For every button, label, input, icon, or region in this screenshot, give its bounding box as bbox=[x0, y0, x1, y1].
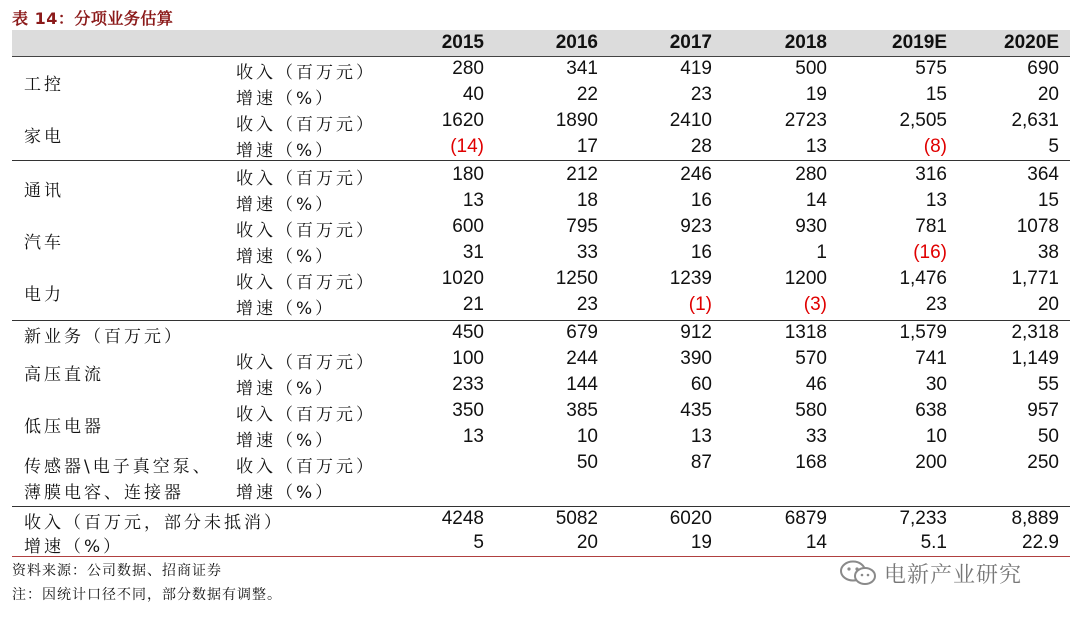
year-header: 2020E bbox=[1004, 32, 1059, 53]
table-cell: 233 bbox=[452, 374, 484, 395]
table-cell: 390 bbox=[680, 348, 712, 369]
row-category: 工控 bbox=[24, 75, 64, 95]
table-cell: 13 bbox=[805, 136, 827, 157]
table-cell: 435 bbox=[680, 400, 712, 421]
row-metric: 收入（百万元） bbox=[236, 115, 376, 135]
table-cell: 1890 bbox=[555, 110, 598, 131]
table-cell: 2410 bbox=[669, 110, 712, 131]
table-cell: 20 bbox=[1037, 294, 1059, 315]
table-cell: 13 bbox=[462, 190, 484, 211]
table-cell: (16) bbox=[913, 242, 947, 263]
table-cell: 15 bbox=[1037, 190, 1059, 211]
table-row bbox=[0, 508, 1080, 534]
table-cell: 1318 bbox=[784, 322, 827, 343]
table-cell: 280 bbox=[795, 164, 827, 185]
row-metric: 增速（%） bbox=[236, 431, 336, 451]
table-row bbox=[0, 532, 1080, 558]
table-cell: 364 bbox=[1027, 164, 1059, 185]
table-cell: 50 bbox=[1037, 426, 1059, 447]
table-cell: 60 bbox=[690, 374, 712, 395]
year-header: 2017 bbox=[669, 32, 712, 53]
table-row bbox=[0, 452, 1080, 478]
table-cell: 200 bbox=[915, 452, 947, 473]
table-cell: 33 bbox=[576, 242, 598, 263]
table-cell: 341 bbox=[566, 58, 598, 79]
row-metric: 收入（百万元） bbox=[236, 169, 376, 189]
table-cell: (1) bbox=[688, 294, 712, 315]
row-metric: 增速（%） bbox=[236, 379, 336, 399]
table-row bbox=[0, 426, 1080, 452]
table-cell: 40 bbox=[462, 84, 484, 105]
table-cell: 600 bbox=[452, 216, 484, 237]
table-cell: 20 bbox=[1037, 84, 1059, 105]
table-cell: 679 bbox=[566, 322, 598, 343]
table-cell: 17 bbox=[576, 136, 598, 157]
table-cell: 23 bbox=[690, 84, 712, 105]
table-cell: 1 bbox=[816, 242, 827, 263]
table-cell: 957 bbox=[1027, 400, 1059, 421]
table-cell: 22.9 bbox=[1022, 532, 1059, 553]
table-cell: 46 bbox=[805, 374, 827, 395]
table-cell: 930 bbox=[795, 216, 827, 237]
table-row bbox=[0, 294, 1080, 320]
table-row bbox=[0, 84, 1080, 110]
row-metric: 增速（%） bbox=[236, 89, 336, 109]
table-cell: 19 bbox=[690, 532, 712, 553]
table-cell: 31 bbox=[462, 242, 484, 263]
table-cell: 20 bbox=[576, 532, 598, 553]
table-cell: 1,579 bbox=[899, 322, 947, 343]
watermark-text: 电新产业研究 bbox=[884, 562, 1023, 588]
table-cell: 33 bbox=[805, 426, 827, 447]
table-cell: 923 bbox=[680, 216, 712, 237]
table-row bbox=[0, 478, 1080, 504]
row-category: 增速（%） bbox=[24, 537, 124, 557]
table-cell: 1200 bbox=[784, 268, 827, 289]
table-cell: (3) bbox=[803, 294, 827, 315]
row-category: 新业务（百万元） bbox=[24, 327, 184, 347]
row-metric: 增速（%） bbox=[236, 299, 336, 319]
table-cell: 38 bbox=[1037, 242, 1059, 263]
table-cell: 250 bbox=[1027, 452, 1059, 473]
table-cell: 500 bbox=[795, 58, 827, 79]
source-note: 资料来源：公司数据、招商证券 bbox=[12, 563, 222, 579]
table-cell: 23 bbox=[925, 294, 947, 315]
table-cell: 30 bbox=[925, 374, 947, 395]
table-cell: 575 bbox=[915, 58, 947, 79]
table-cell: 912 bbox=[680, 322, 712, 343]
table-cell: 6020 bbox=[669, 508, 712, 529]
table-cell: 8,889 bbox=[1011, 508, 1059, 529]
table-cell: 28 bbox=[690, 136, 712, 157]
table-cell: 570 bbox=[795, 348, 827, 369]
row-category: 传感器\电子真空泵、 bbox=[24, 457, 213, 477]
table-cell: 5.1 bbox=[920, 532, 947, 553]
table-cell: 1239 bbox=[669, 268, 712, 289]
year-header: 2015 bbox=[441, 32, 484, 53]
table-row bbox=[0, 190, 1080, 216]
table-cell: 741 bbox=[915, 348, 947, 369]
table-cell: 638 bbox=[915, 400, 947, 421]
table-cell: 15 bbox=[925, 84, 947, 105]
table-cell: 795 bbox=[566, 216, 598, 237]
watermark bbox=[838, 558, 1022, 588]
table-cell: 50 bbox=[576, 452, 598, 473]
table-cell: 212 bbox=[566, 164, 598, 185]
table-cell: 690 bbox=[1027, 58, 1059, 79]
table-cell: 7,233 bbox=[899, 508, 947, 529]
table-cell: 1620 bbox=[441, 110, 484, 131]
table-cell: 55 bbox=[1037, 374, 1059, 395]
table-cell: 19 bbox=[805, 84, 827, 105]
year-header: 2016 bbox=[555, 32, 598, 53]
table-cell: 18 bbox=[576, 190, 598, 211]
group-separator bbox=[12, 320, 1070, 321]
row-metric: 增速（%） bbox=[236, 247, 336, 267]
table-cell: 385 bbox=[566, 400, 598, 421]
table-cell: 244 bbox=[566, 348, 598, 369]
row-metric: 收入（百万元） bbox=[236, 221, 376, 241]
table-cell: 2,631 bbox=[1011, 110, 1059, 131]
row-category: 高压直流 bbox=[24, 365, 104, 385]
table-row bbox=[0, 374, 1080, 400]
table-cell: 6879 bbox=[784, 508, 827, 529]
row-metric: 收入（百万元） bbox=[236, 457, 376, 477]
table-row bbox=[0, 322, 1080, 348]
table-cell: 180 bbox=[452, 164, 484, 185]
table-cell: 280 bbox=[452, 58, 484, 79]
row-category: 电力 bbox=[24, 285, 64, 305]
table-cell: 1078 bbox=[1016, 216, 1059, 237]
row-metric: 增速（%） bbox=[236, 195, 336, 215]
table-cell: 10 bbox=[925, 426, 947, 447]
adjustment-note: 注：因统计口径不同，部分数据有调整。 bbox=[12, 587, 282, 603]
table-cell: 5082 bbox=[555, 508, 598, 529]
table-cell: 1,771 bbox=[1011, 268, 1059, 289]
row-metric: 收入（百万元） bbox=[236, 273, 376, 293]
table-cell: (14) bbox=[450, 136, 484, 157]
row-category: 低压电器 bbox=[24, 417, 104, 437]
table-cell: 87 bbox=[690, 452, 712, 473]
row-metric: 收入（百万元） bbox=[236, 353, 376, 373]
row-category: 汽车 bbox=[24, 233, 64, 253]
table-cell: 14 bbox=[805, 532, 827, 553]
row-metric: 收入（百万元） bbox=[236, 63, 376, 83]
row-category: 薄膜电容、连接器 bbox=[24, 483, 184, 503]
table-cell: 14 bbox=[805, 190, 827, 211]
table-cell: 168 bbox=[795, 452, 827, 473]
table-cell: 21 bbox=[462, 294, 484, 315]
table-cell: 23 bbox=[576, 294, 598, 315]
table-cell: 450 bbox=[452, 322, 484, 343]
table-cell: 2,318 bbox=[1011, 322, 1059, 343]
row-category: 收入（百万元，部分未抵消） bbox=[24, 513, 284, 533]
table-cell: 16 bbox=[690, 242, 712, 263]
row-category: 通讯 bbox=[24, 181, 64, 201]
table-cell: 4248 bbox=[441, 508, 484, 529]
group-separator bbox=[12, 160, 1070, 161]
row-category: 家电 bbox=[24, 127, 64, 147]
table-cell: 144 bbox=[566, 374, 598, 395]
row-metric: 增速（%） bbox=[236, 483, 336, 503]
table-cell: 350 bbox=[452, 400, 484, 421]
table-cell: 781 bbox=[915, 216, 947, 237]
table-cell: 246 bbox=[680, 164, 712, 185]
table-cell: 2,505 bbox=[899, 110, 947, 131]
table-cell: 13 bbox=[462, 426, 484, 447]
table-cell: 5 bbox=[473, 532, 484, 553]
wechat-icon bbox=[838, 559, 878, 587]
group-separator bbox=[12, 506, 1070, 507]
table-cell: 13 bbox=[690, 426, 712, 447]
table-cell: 16 bbox=[690, 190, 712, 211]
row-metric: 增速（%） bbox=[236, 141, 336, 161]
table-cell: 100 bbox=[452, 348, 484, 369]
year-header: 2018 bbox=[784, 32, 827, 53]
table-cell: (8) bbox=[923, 136, 947, 157]
row-metric: 收入（百万元） bbox=[236, 405, 376, 425]
table-cell: 22 bbox=[576, 84, 598, 105]
year-header: 2019E bbox=[892, 32, 947, 53]
table-cell: 316 bbox=[915, 164, 947, 185]
table-cell: 1,149 bbox=[1011, 348, 1059, 369]
table-cell: 5 bbox=[1048, 136, 1059, 157]
table-cell: 13 bbox=[925, 190, 947, 211]
table-cell: 1250 bbox=[555, 268, 598, 289]
table-cell: 1,476 bbox=[899, 268, 947, 289]
table-cell: 1020 bbox=[441, 268, 484, 289]
table-cell: 419 bbox=[680, 58, 712, 79]
table-cell: 10 bbox=[576, 426, 598, 447]
table-title: 表 14：分项业务估算 bbox=[12, 9, 174, 28]
table-row bbox=[0, 136, 1080, 162]
table-cell: 580 bbox=[795, 400, 827, 421]
table-cell: 2723 bbox=[784, 110, 827, 131]
table-row bbox=[0, 242, 1080, 268]
